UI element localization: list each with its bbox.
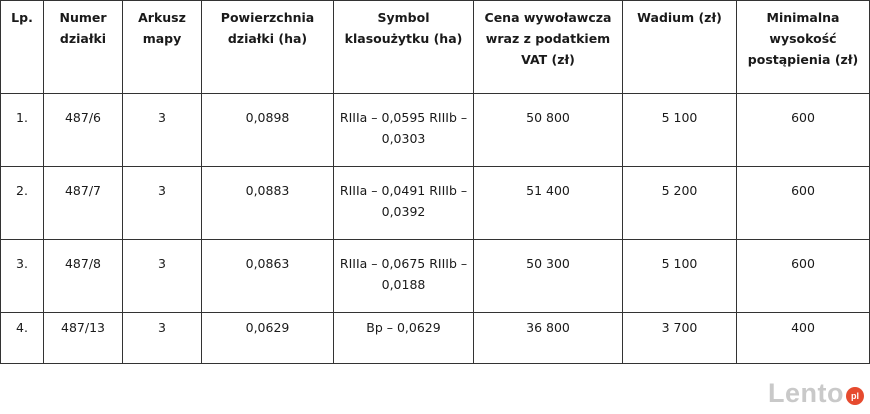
header-plot-number: Numer działki [44, 1, 123, 94]
symbol-line-1: RIIIa – 0,0595 RIIIb – [339, 110, 468, 125]
table-row [1, 167, 870, 240]
cell-map-sheet: 3 [123, 167, 202, 240]
cell-starting-price: 50 300 [474, 240, 623, 313]
table-row [1, 94, 870, 167]
symbol-line-2: 0,0392 [381, 204, 426, 219]
cell-area: 0,0898 [202, 94, 334, 167]
cell-deposit: 5 100 [623, 94, 737, 167]
cell-plot-number: 487/7 [44, 167, 123, 240]
table-row [1, 240, 870, 313]
cell-starting-price: 50 800 [474, 94, 623, 167]
cell-lp: 4. [1, 313, 44, 364]
header-starting-price: Cena wywoławcza wraz z podatkiem VAT (zł) [474, 1, 623, 94]
cell-minimum-bid-increment: 400 [737, 313, 870, 364]
cell-deposit: 5 200 [623, 167, 737, 240]
watermark-badge: pl [846, 387, 864, 405]
cell-land-class-symbol [334, 313, 474, 364]
cell-plot-number: 487/6 [44, 94, 123, 167]
cell-area: 0,0629 [202, 313, 334, 364]
header-deposit: Wadium (zł) [623, 1, 737, 94]
watermark-text: Lento [768, 378, 844, 408]
cell-land-class-symbol [334, 94, 474, 167]
header-minimum-bid-increment: Minimalna wysokość postąpienia (zł) [737, 1, 870, 94]
cell-land-class-symbol [334, 167, 474, 240]
lento-watermark-logo [768, 378, 864, 409]
cell-deposit: 5 100 [623, 240, 737, 313]
cell-land-class-symbol [334, 240, 474, 313]
cell-starting-price: 51 400 [474, 167, 623, 240]
cell-map-sheet: 3 [123, 94, 202, 167]
header-map-sheet: Arkusz mapy [123, 1, 202, 94]
symbol-line-2: 0,0188 [381, 277, 426, 292]
header-land-class-symbol: Symbol klasoużytku (ha) [334, 1, 474, 94]
cell-minimum-bid-increment: 600 [737, 240, 870, 313]
cell-starting-price: 36 800 [474, 313, 623, 364]
header-area: Powierzchnia działki (ha) [202, 1, 334, 94]
table-row [1, 313, 870, 364]
symbol-line-1: RIIIa – 0,0675 RIIIb – [339, 256, 468, 271]
cell-area: 0,0863 [202, 240, 334, 313]
cell-minimum-bid-increment: 600 [737, 94, 870, 167]
table-header-row [1, 1, 870, 94]
cell-deposit: 3 700 [623, 313, 737, 364]
cell-map-sheet: 3 [123, 240, 202, 313]
cell-map-sheet: 3 [123, 313, 202, 364]
cell-lp: 3. [1, 240, 44, 313]
cell-plot-number: 487/13 [44, 313, 123, 364]
cell-lp: 1. [1, 94, 44, 167]
symbol-line-1: RIIIa – 0,0491 RIIIb – [339, 183, 468, 198]
cell-plot-number: 487/8 [44, 240, 123, 313]
cell-area: 0,0883 [202, 167, 334, 240]
symbol-line-2: 0,0303 [381, 131, 426, 146]
symbol-line-1: Bp – 0,0629 [366, 320, 441, 335]
cell-lp: 2. [1, 167, 44, 240]
cell-minimum-bid-increment: 600 [737, 167, 870, 240]
header-lp: Lp. [1, 1, 44, 94]
